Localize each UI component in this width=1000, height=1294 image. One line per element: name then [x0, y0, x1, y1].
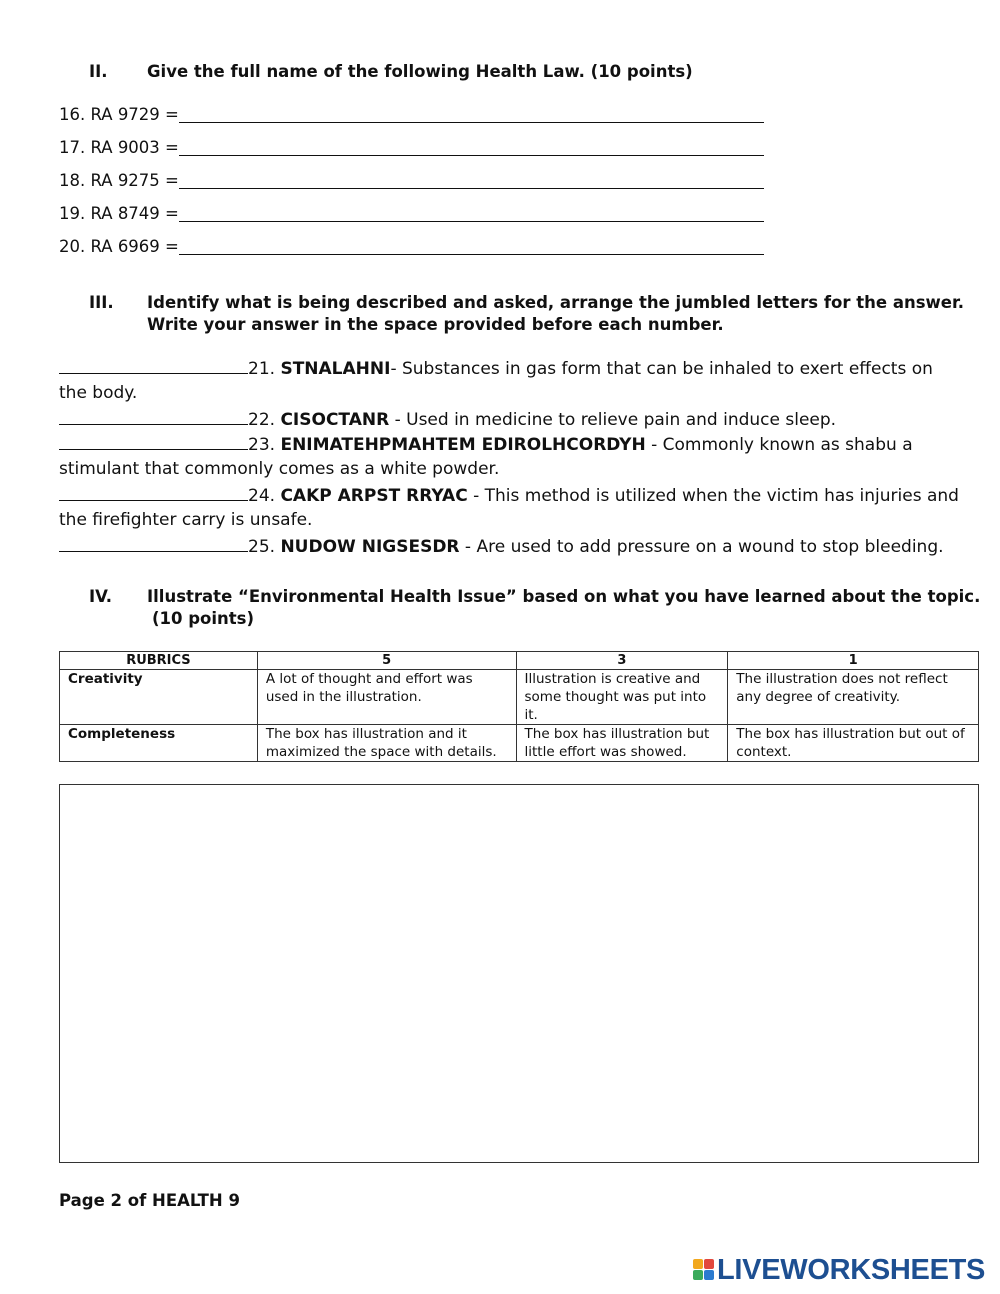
rubric-cell: Illustration is creative and some thought was put into it.	[516, 670, 728, 725]
law-item-20	[59, 237, 179, 257]
answer-blank[interactable]	[59, 483, 248, 501]
answer-blank[interactable]	[179, 254, 764, 255]
answer-blank[interactable]	[59, 432, 248, 450]
jumbled-word: CISOCTANR	[280, 410, 390, 430]
rubric-header-score-1: 1	[728, 652, 979, 670]
logo-text: LIVEWORKSHEETS	[717, 1254, 986, 1286]
rubric-row-creativity	[60, 670, 979, 725]
law-item-label: 19. RA 8749 =	[59, 204, 179, 223]
jumbled-word: CAKP ARPST RRYAC	[280, 486, 468, 506]
law-item-label: 20. RA 6969 =	[59, 237, 179, 256]
rubric-header-criteria: RUBRICS	[60, 652, 258, 670]
question-22	[59, 407, 836, 433]
rubric-criterion: Completeness	[60, 725, 258, 762]
question-25	[59, 534, 944, 560]
answer-blank[interactable]	[179, 122, 764, 123]
rubric-cell: The box has illustration but little effort was showed.	[516, 725, 728, 762]
law-item-17	[59, 138, 179, 158]
answer-blank[interactable]	[59, 534, 248, 552]
question-21-continuation: the body.	[59, 383, 138, 403]
section-3-number: III.	[89, 293, 114, 312]
logo-block	[693, 1259, 703, 1269]
section-3-title-line-1: Identify what is being described and asked, arrange the jumbled letters for the answer.	[147, 293, 965, 312]
question-number: 24.	[248, 486, 276, 506]
rubric-header-score-3: 3	[516, 652, 728, 670]
section-4-title-line-2: (10 points)	[152, 609, 255, 628]
rubric-row-completeness	[60, 725, 979, 762]
rubric-cell: The illustration does not reflect any degree of creativity.	[728, 670, 979, 725]
logo-block	[704, 1270, 714, 1280]
question-description: - Substances in gas form that can be inhaled to exert effects on	[390, 359, 933, 379]
law-item-16	[59, 105, 179, 125]
question-number: 21.	[248, 359, 276, 379]
jumbled-word: ENIMATEHPMAHTEM EDIROLHCORDYH	[280, 435, 646, 455]
section-4-number: IV.	[89, 587, 113, 606]
question-description: - Are used to add pressure on a wound to stop bleeding.	[459, 537, 944, 557]
answer-blank[interactable]	[59, 356, 248, 374]
jumbled-word: NUDOW NIGSESDR	[280, 537, 460, 557]
law-item-19	[59, 204, 179, 224]
question-24	[59, 483, 959, 509]
law-item-label: 18. RA 9275 =	[59, 171, 179, 190]
question-number: 22.	[248, 410, 276, 430]
section-4-title-line-1: Illustrate “Environmental Health Issue” based on what you have learned about the topic.	[147, 587, 981, 606]
question-24-continuation: the firefighter carry is unsafe.	[59, 510, 313, 530]
jumbled-word: STNALAHNI	[280, 359, 391, 379]
question-21	[59, 356, 933, 382]
answer-blank[interactable]	[179, 188, 764, 189]
law-item-18	[59, 171, 179, 191]
law-item-label: 17. RA 9003 =	[59, 138, 179, 157]
rubric-cell: The box has illustration and it maximized the space with details.	[257, 725, 516, 762]
section-3-title-line-2: Write your answer in the space provided before each number.	[147, 315, 724, 334]
section-2-title: Give the full name of the following Health Law. (10 points)	[147, 62, 693, 81]
question-number: 25.	[248, 537, 276, 557]
rubric-cell: The box has illustration but out of context.	[728, 725, 979, 762]
section-2-number: II.	[89, 62, 108, 81]
rubric-header-row	[60, 652, 979, 670]
law-item-label: 16. RA 9729 =	[59, 105, 179, 124]
logo-block	[704, 1259, 714, 1269]
question-23-continuation: stimulant that commonly comes as a white powder.	[59, 459, 500, 479]
question-description: - Commonly known as shabu a	[645, 435, 913, 455]
answer-blank[interactable]	[179, 155, 764, 156]
rubric-table	[59, 651, 979, 762]
answer-blank[interactable]	[59, 407, 248, 425]
logo-block	[693, 1270, 703, 1280]
logo-blocks-icon	[693, 1259, 715, 1281]
rubric-criterion: Creativity	[60, 670, 258, 725]
page-footer: Page 2 of HEALTH 9	[59, 1191, 240, 1210]
question-description: - Used in medicine to relieve pain and induce sleep.	[389, 410, 837, 430]
illustration-box[interactable]	[59, 784, 979, 1163]
rubric-header-score-5: 5	[257, 652, 516, 670]
question-number: 23.	[248, 435, 276, 455]
rubric-cell: A lot of thought and effort was used in the illustration.	[257, 670, 516, 725]
answer-blank[interactable]	[179, 221, 764, 222]
question-23	[59, 432, 913, 458]
question-description: - This method is utilized when the victim has injuries and	[467, 486, 959, 506]
